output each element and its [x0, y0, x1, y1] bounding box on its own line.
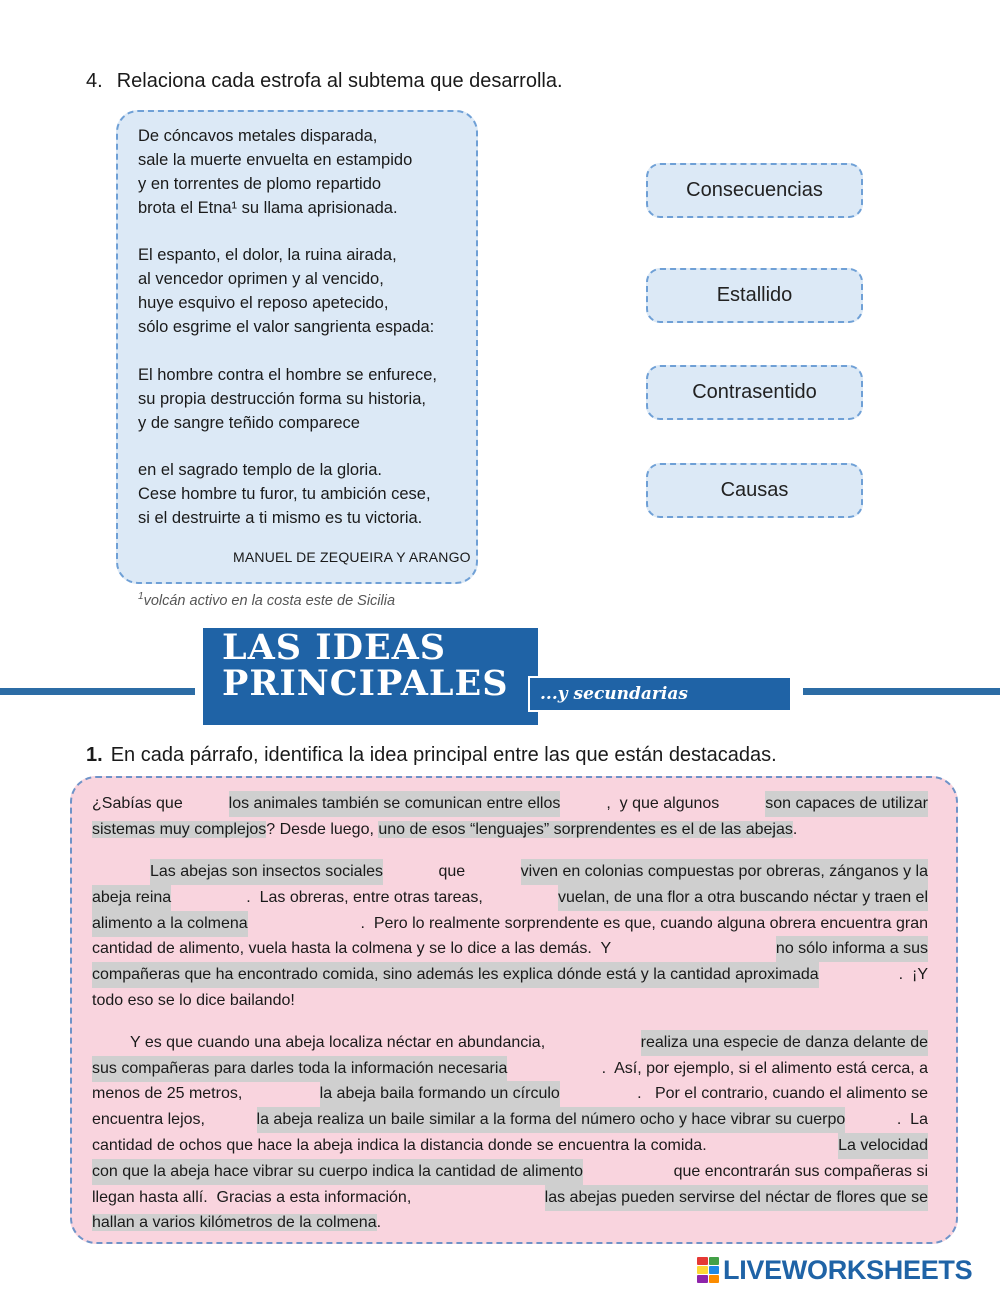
option-consecuencias[interactable]: Consecuencias [646, 163, 863, 218]
logo-square [697, 1266, 708, 1274]
stanza-2[interactable] [138, 243, 434, 339]
text-segment: . Pero lo realmente sorprendente es que, cuando alguna obrera encuentra gran [360, 915, 928, 932]
banner-title-line1: LAS IDEAS [222, 627, 447, 668]
instruction-text: En cada párrafo, identifica la idea principal entre las que están destacadas. [110, 744, 777, 766]
text-line [92, 817, 928, 843]
highlighted-idea[interactable]: sus compañeras para darles toda la información necesaria [92, 1056, 507, 1082]
text-segment: ¿Sabías que [92, 795, 183, 812]
text-line [92, 962, 928, 988]
text-line [92, 1107, 928, 1133]
text-segment: encuentra lejos, [92, 1111, 205, 1128]
text-segment: que encontrarán sus compañeras si [673, 1163, 928, 1180]
stanza-3[interactable] [138, 363, 437, 435]
poem-line: y en torrentes de plomo repartido [138, 175, 382, 193]
poem-line: si el destruirte a ti mismo es tu victoria. [138, 509, 423, 527]
highlighted-idea[interactable]: hallan a varios kilómetros de la colmena [92, 1214, 377, 1231]
text-segment: todo eso se lo dice bailando! [92, 992, 295, 1009]
poem-line: al vencedor oprimen y al vencido, [138, 270, 384, 288]
text-line [92, 1081, 928, 1107]
text-segment: . ¡Y [898, 966, 928, 983]
logo-square [709, 1257, 720, 1265]
highlighted-idea[interactable]: las abejas pueden servirse del néctar de flores que se [545, 1185, 928, 1211]
question-1-instruction [86, 744, 777, 767]
text-segment: . Así, por ejemplo, si el alimento está cerca, a [601, 1060, 928, 1077]
text-line [92, 988, 928, 1014]
stanza-4[interactable] [138, 458, 431, 530]
text-segment: . Por el contrario, cuando el alimento se [637, 1085, 928, 1102]
highlighted-idea[interactable]: no sólo informa a sus [776, 936, 928, 962]
footnote-text: volcán activo en la costa este de Sicilia [143, 592, 396, 609]
text-line [92, 1185, 928, 1211]
divider-left [0, 688, 195, 695]
logo-square [709, 1266, 720, 1274]
text-line [92, 885, 928, 911]
text-line [92, 791, 928, 817]
highlighted-idea[interactable]: compañeras que ha encontrado comida, sino además les explica dónde está y la cantidad aproximada [92, 962, 819, 988]
instruction-text: Relaciona cada estrofa al subtema que desarrolla. [116, 70, 563, 92]
poem-line: Cese hombre tu furor, tu ambición cese, [138, 485, 431, 503]
highlighted-idea[interactable]: La velocidad [838, 1133, 928, 1159]
highlighted-idea[interactable]: son capaces de utilizar [765, 791, 928, 817]
poem-line: El espanto, el dolor, la ruina airada, [138, 246, 397, 264]
logo-icon [697, 1257, 719, 1283]
poem-line: su propia destrucción forma su historia, [138, 390, 426, 408]
text-segment: cantidad de ochos que hace la abeja indica la distancia donde se encuentra la comida. [92, 1137, 707, 1154]
highlighted-idea[interactable]: alimento a la colmena [92, 911, 248, 937]
highlighted-idea[interactable]: realiza una especie de danza delante de [641, 1030, 928, 1056]
poem-line: brota el Etna¹ su llama aprisionada. [138, 199, 398, 217]
option-contrasentido[interactable]: Contrasentido [646, 365, 863, 420]
text-segment: que [438, 863, 466, 880]
highlighted-idea[interactable]: sistemas muy complejos [92, 821, 267, 838]
footnote-mark: 1 [138, 591, 144, 602]
logo-square [697, 1275, 708, 1283]
logo-square [709, 1275, 720, 1283]
poem-line: sale la muerte envuelta en estampido [138, 151, 413, 169]
option-causas[interactable]: Causas [646, 463, 863, 518]
text-line [92, 1133, 928, 1159]
highlighted-idea[interactable]: la abeja realiza un baile similar a la forma del número ocho y hace vibrar su cuerpo [257, 1107, 846, 1133]
poem-line: en el sagrado templo de la gloria. [138, 461, 382, 479]
question-number: 1. [86, 744, 103, 766]
highlighted-idea[interactable]: vuelan, de una flor a otra buscando néctar y traen el [558, 885, 928, 911]
text-line [92, 911, 928, 937]
poem-line: De cóncavos metales disparada, [138, 127, 378, 145]
highlighted-idea[interactable]: uno de esos “lenguajes” sorprendentes es el de las abejas [378, 821, 793, 838]
text-line [130, 1030, 928, 1056]
text-segment: Y es que cuando una abeja localiza néctar en abundancia, [130, 1034, 546, 1051]
poem-author: MANUEL DE ZEQUEIRA Y ARANGO [233, 549, 471, 565]
text-segment: llegan hasta allí. Gracias a esta información, [92, 1189, 412, 1206]
question-number: 4. [86, 70, 103, 92]
text-segment: cantidad de alimento, vuela hasta la colmena y se lo dice a las demás. Y [92, 940, 612, 957]
banner-title [222, 627, 509, 704]
text-segment: . La [896, 1111, 928, 1128]
highlighted-idea[interactable]: con que la abeja hace vibrar su cuerpo indica la cantidad de alimento [92, 1159, 583, 1185]
logo-text: LIVEWORKSHEETS [723, 1254, 973, 1285]
highlighted-idea[interactable]: la abeja baila formando un círculo [320, 1081, 560, 1107]
highlighted-idea[interactable]: viven en colonias compuestas por obreras, zánganos y la [521, 859, 928, 885]
text-line [150, 859, 928, 885]
banner-title-line2: PRINCIPALES [222, 663, 509, 704]
text-segment: menos de 25 metros, [92, 1085, 243, 1102]
text-line [92, 1056, 928, 1082]
text-segment: ? Desde luego, [266, 821, 379, 838]
text-line [92, 936, 928, 962]
text-line [92, 1159, 928, 1185]
highlighted-idea[interactable]: los animales también se comunican entre ellos [229, 791, 561, 817]
text-segment: , y que algunos [606, 795, 720, 812]
option-estallido[interactable]: Estallido [646, 268, 863, 323]
highlighted-idea[interactable]: Las abejas son insectos sociales [150, 859, 383, 885]
logo-square [697, 1257, 708, 1265]
poem-line: huye esquivo el reposo apetecido, [138, 294, 389, 312]
question-4-instruction [86, 70, 563, 93]
text-segment: . Las obreras, entre otras tareas, [246, 889, 483, 906]
divider-right [803, 688, 1000, 695]
banner-subtitle: ...y secundarias [528, 676, 792, 712]
poem-line: y de sangre teñido comparece [138, 414, 360, 432]
stanza-1[interactable] [138, 124, 412, 220]
text-segment: . [792, 821, 798, 838]
text-segment: . [376, 1214, 382, 1231]
liveworksheets-logo [697, 1255, 972, 1285]
highlighted-idea[interactable]: abeja reina [92, 885, 171, 911]
poem-line: El hombre contra el hombre se enfurece, [138, 366, 437, 384]
footnote [138, 591, 395, 609]
text-line [92, 1210, 928, 1236]
poem-line: sólo esgrime el valor sangrienta espada: [138, 318, 435, 336]
